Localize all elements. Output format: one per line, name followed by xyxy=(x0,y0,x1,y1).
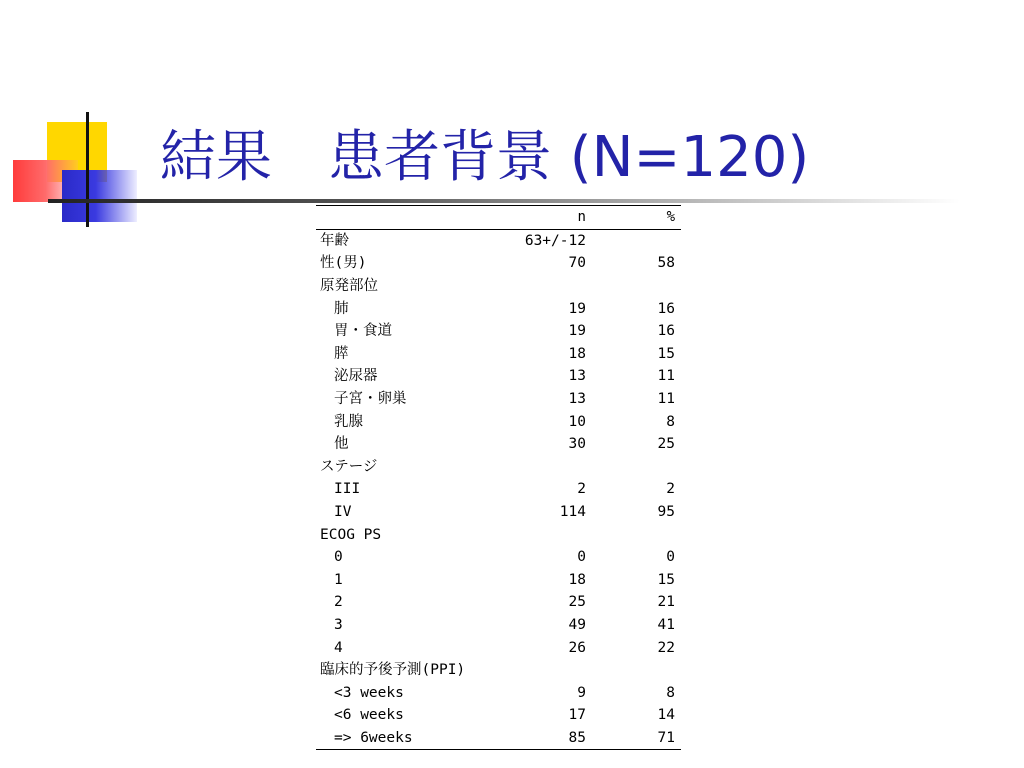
row-n: 13 xyxy=(568,368,586,385)
table-row xyxy=(316,614,681,637)
row-label: 肺 xyxy=(334,300,349,317)
row-n: 18 xyxy=(568,571,586,588)
row-percent: 95 xyxy=(657,504,675,521)
table-row xyxy=(316,546,681,569)
row-n: 25 xyxy=(568,594,586,611)
row-percent: 71 xyxy=(657,729,675,746)
table-row xyxy=(316,478,681,501)
header-label xyxy=(316,206,525,230)
row-label: IV xyxy=(334,504,352,521)
row-label: 年齢 xyxy=(320,232,349,249)
logo-vertical-line xyxy=(86,112,89,227)
table-row xyxy=(316,659,681,682)
table-row xyxy=(316,365,681,388)
row-label: III xyxy=(334,481,361,498)
table-row xyxy=(316,727,681,750)
row-percent: 16 xyxy=(657,323,675,340)
row-percent: 25 xyxy=(657,436,675,453)
row-n: 17 xyxy=(568,707,586,724)
row-label: <6 weeks xyxy=(334,707,404,724)
row-label: 1 xyxy=(334,571,343,588)
row-label: 3 xyxy=(334,616,343,633)
row-n: 9 xyxy=(577,684,586,701)
slide-title: 結果 患者背景 (N=120) xyxy=(160,125,810,190)
row-n: 49 xyxy=(568,616,586,633)
row-label: 臨床的予後予測(PPI) xyxy=(320,662,466,679)
table-row xyxy=(316,433,681,456)
header-percent: % xyxy=(666,209,675,226)
row-percent: 15 xyxy=(657,571,675,588)
table-body xyxy=(316,229,681,750)
row-n: 18 xyxy=(568,345,586,362)
row-n xyxy=(525,456,586,479)
table-row xyxy=(316,297,681,320)
table-row xyxy=(316,252,681,275)
row-percent: 2 xyxy=(666,481,675,498)
row-percent xyxy=(586,456,681,479)
table-row xyxy=(316,229,681,252)
row-n: 26 xyxy=(568,639,586,656)
table-row xyxy=(316,410,681,433)
row-n: 19 xyxy=(568,300,586,317)
row-n: 114 xyxy=(559,504,586,521)
row-n xyxy=(525,659,586,682)
row-percent: 21 xyxy=(657,594,675,611)
logo-blue-square xyxy=(62,170,137,222)
row-label: 原発部位 xyxy=(320,278,378,295)
row-percent: 58 xyxy=(657,255,675,272)
table-row xyxy=(316,636,681,659)
table-row xyxy=(316,501,681,524)
row-n: 10 xyxy=(568,413,586,430)
table-row xyxy=(316,591,681,614)
row-n xyxy=(525,523,586,546)
row-n: 85 xyxy=(568,729,586,746)
row-percent: 8 xyxy=(666,684,675,701)
row-label: => 6weeks xyxy=(334,729,413,746)
table-row xyxy=(316,343,681,366)
row-percent: 0 xyxy=(666,549,675,566)
row-label: 子宮・卵巣 xyxy=(334,391,407,408)
title-underline xyxy=(48,199,960,203)
row-percent xyxy=(586,659,681,682)
row-percent xyxy=(586,229,681,252)
patient-background-table xyxy=(316,205,681,750)
row-label: 胃・食道 xyxy=(334,323,392,340)
row-percent: 14 xyxy=(657,707,675,724)
row-label: 4 xyxy=(334,639,343,656)
row-label: <3 weeks xyxy=(334,684,404,701)
table-row xyxy=(316,704,681,727)
row-label: 0 xyxy=(334,549,343,566)
row-percent: 16 xyxy=(657,300,675,317)
row-n xyxy=(525,275,586,298)
table-row xyxy=(316,320,681,343)
data-table xyxy=(316,205,681,750)
row-n: 13 xyxy=(568,391,586,408)
row-label: 他 xyxy=(334,436,349,453)
row-n: 63+/-12 xyxy=(524,232,586,249)
row-n: 70 xyxy=(568,255,586,272)
row-percent: 15 xyxy=(657,345,675,362)
row-label: 泌尿器 xyxy=(334,368,378,385)
row-label: ECOG PS xyxy=(320,526,382,543)
table-row xyxy=(316,388,681,411)
row-n: 30 xyxy=(568,436,586,453)
row-percent xyxy=(586,523,681,546)
header-n: n xyxy=(577,209,586,226)
row-percent: 22 xyxy=(657,639,675,656)
table-row xyxy=(316,456,681,479)
row-percent xyxy=(586,275,681,298)
table-header-row xyxy=(316,206,681,230)
row-percent: 8 xyxy=(666,413,675,430)
row-label: 性(男) xyxy=(320,255,367,272)
table-row xyxy=(316,681,681,704)
table-row xyxy=(316,523,681,546)
row-label: 乳腺 xyxy=(334,413,363,430)
row-percent: 11 xyxy=(657,391,675,408)
table-row xyxy=(316,569,681,592)
row-label: ステージ xyxy=(320,458,378,475)
row-n: 0 xyxy=(577,549,586,566)
row-percent: 41 xyxy=(657,616,675,633)
row-label: 2 xyxy=(334,594,343,611)
table-row xyxy=(316,275,681,298)
row-n: 2 xyxy=(577,481,586,498)
row-percent: 11 xyxy=(657,368,675,385)
row-label: 膵 xyxy=(334,345,349,362)
row-n: 19 xyxy=(568,323,586,340)
